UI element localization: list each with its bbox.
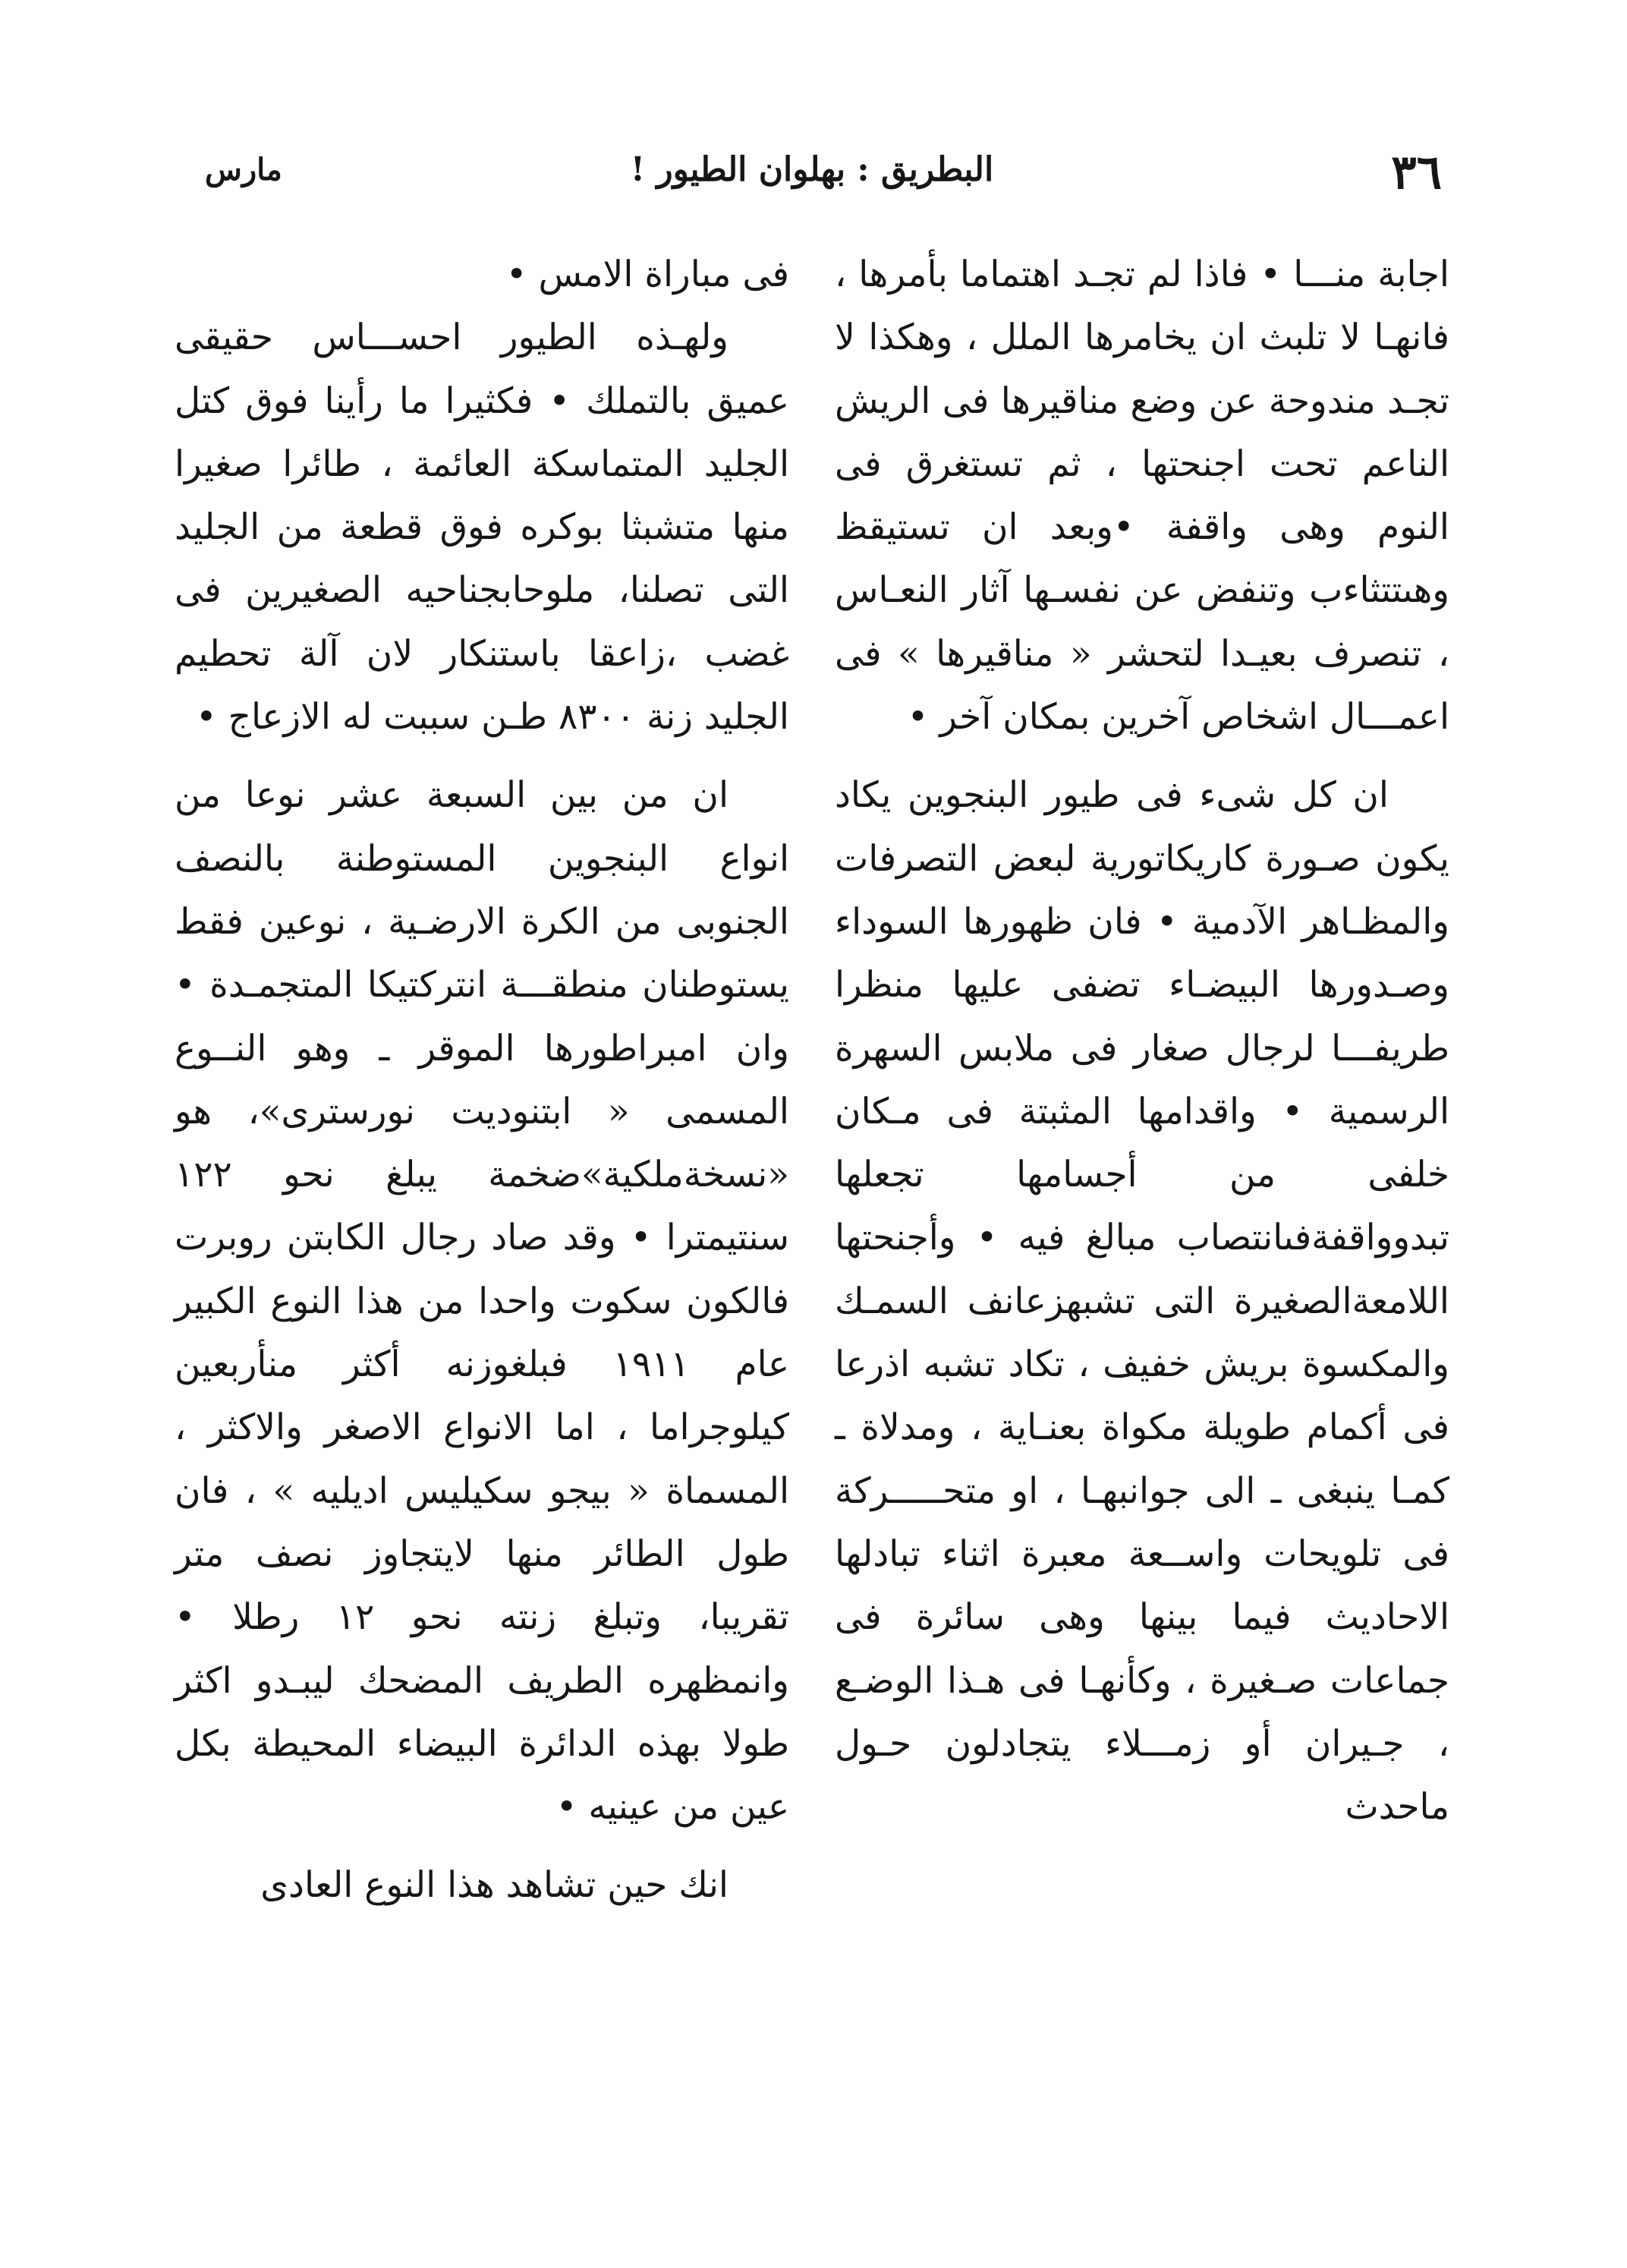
page-header — [190, 144, 1442, 205]
paragraph: ان من بين السبعة عشر نوعا من انواع البنجوين المستوطنة بالنصف الجنوبى من الكرة الارضـية ، نوعين فقط يستوطنان منطقـــة انتركتيكا المتجمـدة • وان امبراطورها الموقر ـ وهو النــوع المسمى « ابتنوديت نورسترى»، هو «نسخةملكية»ضخمة يبلغ نحو ١٢٢ سنتيمترا • وقد صاد رجال الكابتن روبرت فالكون سكوت واحدا من هذا النوع الكبير عام ١٩١١ فبلغوزنه أكثر منأربعين كيلوجراما ، اما الانواع الاصغر والاكثر ، المسماة « بيجو سكيليس اديليه » ، فان طول الطائر منها لايتجاوز نصف متر تقريبا، وتبلغ زنته نحو ١٢ رطلا • وانمظهره الطريف المضحك ليبـدو اكثر طولا بهذه الدائرة البيضاء المحيطة بكل عين من عينيه • — [175, 774, 789, 1829]
running-title: البطريق : بهلوان الطيور ! — [630, 150, 994, 189]
issue-month: مارس — [205, 152, 282, 187]
right-text-column — [835, 243, 1449, 1838]
page-number: ٣٦ — [1391, 144, 1442, 200]
paragraph: اجابة منـــا • فاذا لم تجـد اهتماما بأمرها ، فانهـا لا تلبث ان يخامرها الملل ، وهكذا لا تجـد مندوحة عن وضع مناقيرها فى الريش الناعم تحت اجنحتها ، ثم تستغرق فى النوم وهى واقفة •وبعد ان تستيقظ وهىتتثاءب وتنفض عن نفسـها آثار النعـاس ، تنصرف بعيـدا لتحشر « مناقيرها » فى اعمـــال اشخاص آخرين بمكان آخر • — [835, 254, 1449, 739]
paragraph: ولهـذه الطيور احســـاس حقيقى عميق بالتملك • فكثيرا ما رأينا فوق كتل الجليد المتماسكة العائمة ، طائرا صغيرا منها متشبثا بوكره فوق قطعة من الجليد التى تصلنا، ملوحابجناحيه الصغيرين فى غضب ،زاعقا باستنكار لان آلة تحطيم الجليد زنة ٨٣٠٠ طـن سببت له الازعاج • — [175, 317, 789, 739]
left-text-column — [175, 243, 789, 1917]
paragraph: ان كل شىء فى طيور البنجوين يكاد يكون صـورة كاريكاتورية لبعض التصرفات والمظـاهر الآدمية • فان ظهورها السوداء وصـدورها البيضـاء تضفى عليها منظرا طريفـــا لرجال صغار فى ملابس السهرة الرسمية • واقدامها المثبتة فى مـكان خلفى من أجسامها تجعلها تبدوواقفةفىانتصاب مبالغ فيه • وأجنحتها اللامعةالصغيرة التى تشبهزعانف السمـك والمكسوة بريش خفيف ، تكاد تشبه اذرعا فى أكمام طويلة مكواة بعنـاية ، ومدلاة ـ كمـا ينبغى ـ الى جوانبهـا ، او متحـــــركة فى تلويحات واســعة معبرة اثناء تبادلها الاحاديث فيما بينها وهى سائرة فى جماعات صـغيرة ، وكأنهـا فى هـذا الوضـع ، جـيران أو زمـــلاء يتجادلون حـول ماحدث — [835, 774, 1449, 1829]
paragraph: فى مباراة الامس • — [505, 254, 789, 295]
paragraph: انك حين تشاهد هذا النوع العادى — [260, 1864, 729, 1907]
